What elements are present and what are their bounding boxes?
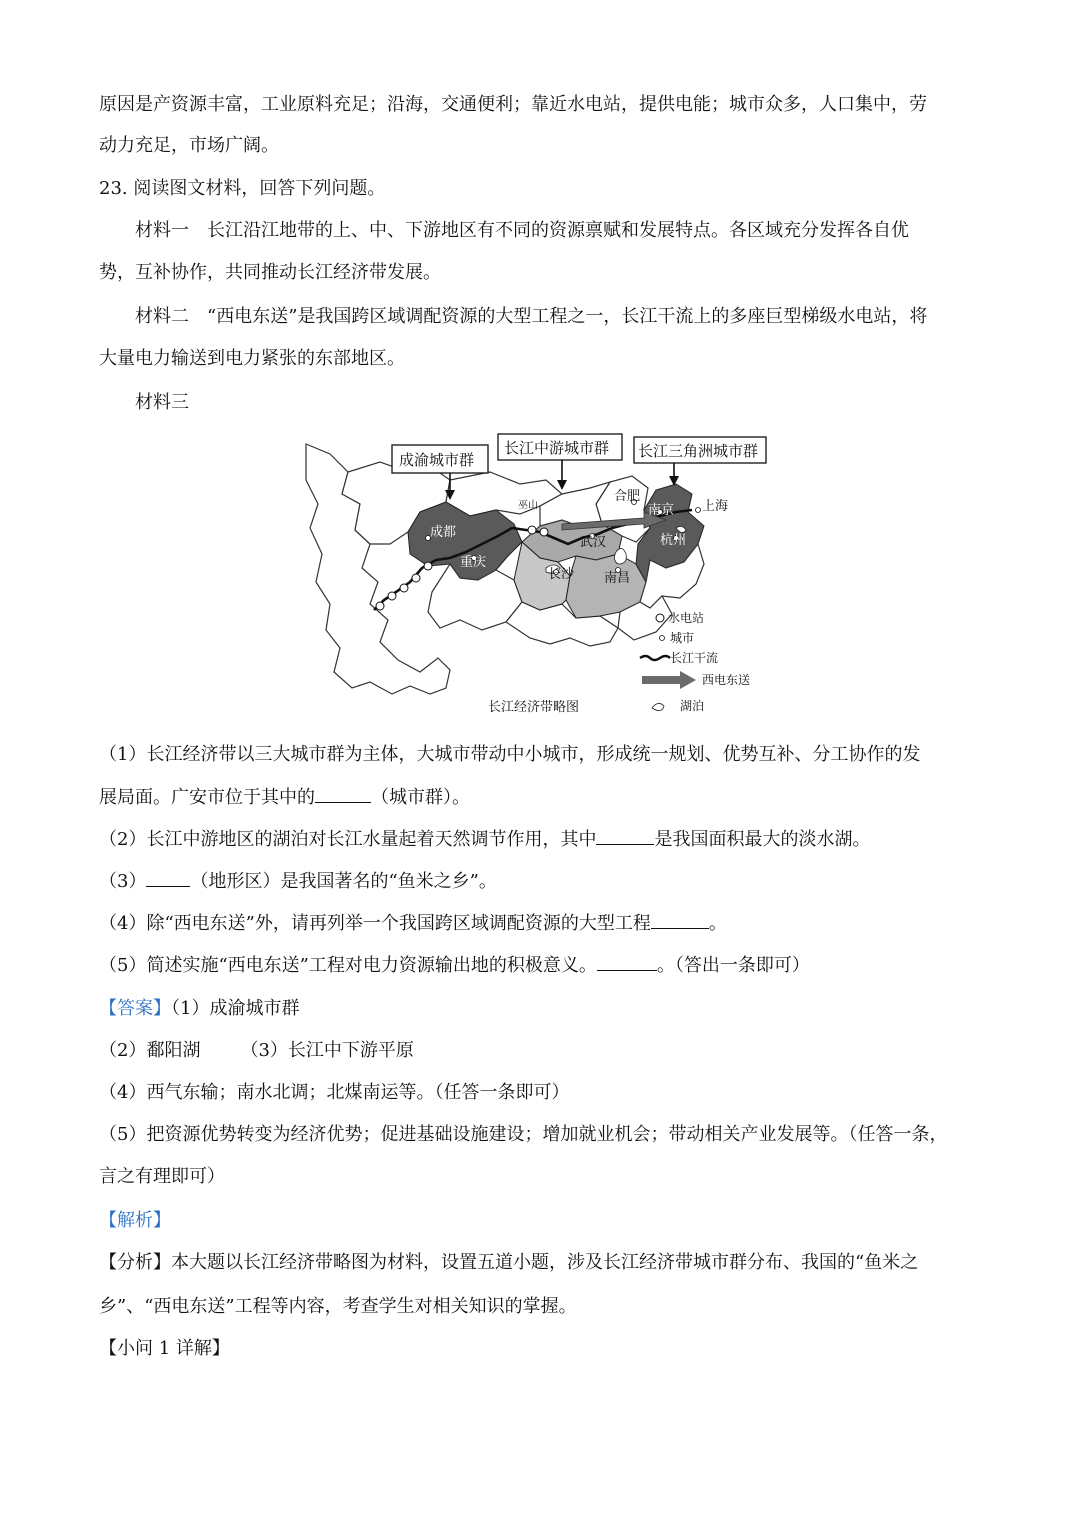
q1-line-2	[99, 784, 980, 811]
hydro-station-5	[424, 562, 432, 570]
city-label-changsha: 长沙	[548, 567, 575, 582]
legend-city-label: 城市	[670, 631, 695, 645]
prev-text-line-1: 原因是产资源丰富，工业原料充足；沿海，交通便利；靠近水电站，提供电能；城市众多，人口集中，劳	[99, 94, 927, 115]
answer-4: （4）西气东输；南水北调；北煤南运等。（任答一条即可）	[99, 1082, 570, 1103]
material-1-line-2: 势，互补协作，共同推动长江经济带发展。	[99, 262, 441, 283]
city-label-nanjing: 南京	[648, 503, 675, 518]
city-label-nanchang: 南昌	[604, 571, 631, 586]
q3-number: （3）	[99, 871, 147, 892]
answer-3: （3）长江中下游平原	[240, 1040, 414, 1061]
legend-river-icon	[640, 656, 670, 660]
legend-transfer-label: 西电东送	[702, 673, 751, 687]
city-label-hangzhou: 杭州	[660, 533, 687, 548]
answer-5-line-1: （5）把资源优势转变为经济优势；促进基础设施建设；增加就业机会；带动相关产业发展等。（任答一条，	[99, 1124, 948, 1145]
q2-text-before-blank: （2）长江中游地区的湖泊对长江水量起着天然调节作用，其中	[99, 829, 597, 850]
delta-box-label: 长江三角洲城市群	[638, 442, 759, 460]
city-label-chongqing: 重庆	[460, 555, 487, 570]
material-1-line-1: 材料一 长江沿江地带的上、中、下游地区有不同的资源禀赋和发展特点。各区域充分发挥各自优	[135, 220, 909, 241]
q5-text-before-blank: （5）简述实施“西电东送”工程对电力资源输出地的积极意义。	[99, 955, 597, 976]
analysis-line-2: 乡”、“西电东送”工程等内容，考查学生对相关知识的掌握。	[99, 1296, 577, 1317]
q1-line-1: （1）长江经济带以三大城市群为主体，大城市带动中小城市，形成统一规划、优势互补、分工协作的发	[99, 744, 921, 765]
hydro-station-2	[388, 592, 396, 600]
answer-1: （1）成渝城市群	[171, 998, 300, 1019]
material-2-line-2: 大量电力输送到电力紧张的东部地区。	[99, 348, 405, 369]
q3-answer-blank[interactable]	[146, 868, 190, 887]
city-label-hefei: 合肥	[614, 489, 641, 504]
answer-line-2	[99, 1038, 980, 1064]
q2-text-after-blank: 是我国面积最大的淡水湖。	[654, 829, 871, 850]
q3-text-after-blank: （地形区）是我国著名的“鱼米之乡”。	[190, 871, 497, 892]
answer-label: 【答案】	[99, 998, 171, 1019]
city-label-wuhan: 武汉	[580, 535, 607, 550]
map-caption: 长江经济带略图	[488, 700, 580, 715]
hydro-station-3	[400, 584, 408, 592]
q1-text-after-blank: （城市群）。	[371, 787, 470, 808]
q4-text-before-blank: （4）除“西电东送”外，请再列举一个我国跨区域调配资源的大型工程	[99, 913, 651, 934]
hydro-station-1	[376, 602, 384, 610]
q1-answer-blank[interactable]	[315, 784, 371, 803]
city-marker-shanghai	[696, 508, 701, 513]
q5-line	[99, 952, 980, 979]
legend-city-icon	[660, 636, 665, 641]
middle-box-label: 长江中游城市群	[504, 439, 610, 457]
legend-river-label: 长江干流	[670, 651, 719, 665]
q4-line	[99, 910, 980, 937]
q5-answer-blank[interactable]	[597, 952, 657, 971]
legend-hydro-label: 水电站	[668, 611, 705, 625]
material-2-line-1: 材料二 “西电东送”是我国跨区域调配资源的大型工程之一，长江干流上的多座巨型梯级水电站，将	[135, 306, 928, 327]
city-label-wushan: 巫山	[518, 500, 538, 511]
legend-lake-icon	[652, 703, 664, 710]
q4-text-after-blank: 。	[708, 913, 727, 934]
legend-lake-label: 湖泊	[680, 699, 705, 713]
q4-answer-blank[interactable]	[651, 910, 709, 929]
hydro-station-6	[528, 526, 536, 534]
middle-pointer-head	[557, 480, 567, 490]
city-label-chengdu: 成都	[430, 525, 457, 540]
legend-hydro-icon	[656, 614, 664, 622]
question-title: 23. 阅读图文材料，回答下列问题。	[99, 178, 386, 199]
sub-question-1-heading: 【小问 1 详解】	[99, 1338, 230, 1359]
hydro-station-4	[412, 574, 420, 582]
prev-text-line-2: 动力充足，市场广阔。	[99, 135, 279, 156]
material-3-label: 材料三	[135, 392, 189, 413]
legend-transfer-icon	[642, 671, 696, 689]
analysis-line-1: 【分析】本大题以长江经济带略图为材料，设置五道小题，涉及长江经济带城市群分布、我国的“鱼米之	[99, 1252, 919, 1273]
answer-2: （2）鄱阳湖	[99, 1040, 201, 1061]
analysis-label: 【解析】	[99, 1210, 171, 1231]
hydro-station-7	[540, 528, 548, 536]
q2-answer-blank[interactable]	[596, 826, 654, 845]
q5-text-after-blank: 。（答出一条即可）	[656, 955, 810, 976]
q1-text-before-blank: 展局面。广安市位于其中的	[99, 787, 315, 808]
answer-line-1	[99, 996, 980, 1022]
chengyu-box-label: 成渝城市群	[399, 451, 475, 469]
q3-line	[99, 868, 980, 895]
answer-5-line-2: 言之有理即可）	[99, 1166, 225, 1187]
q2-line	[99, 826, 980, 853]
city-label-shanghai: 上海	[702, 499, 729, 514]
yangtze-economic-belt-map	[300, 432, 780, 722]
